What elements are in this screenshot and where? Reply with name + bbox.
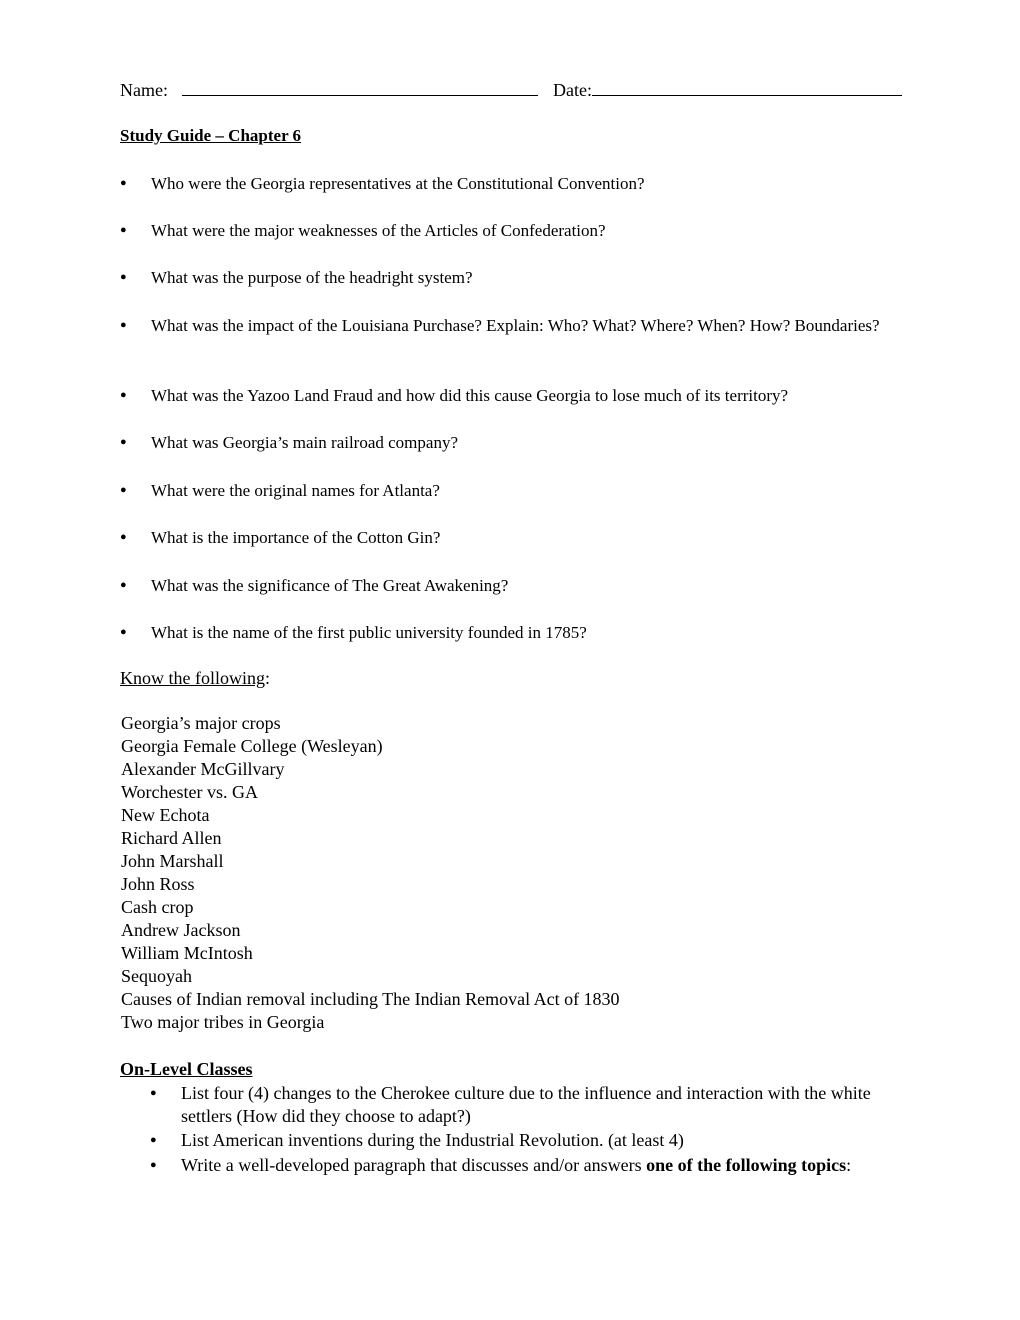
list-item: William McIntosh: [121, 943, 253, 963]
bullet-icon: ●: [120, 436, 127, 448]
question-text: What was the impact of the Louisiana Purchase? Explain: Who? What? Where? When? How? Boundaries?: [151, 316, 880, 335]
bullet-icon: ●: [120, 579, 127, 591]
list-item: [120, 621, 920, 644]
question-text: What was the significance of The Great Awakening?: [151, 576, 509, 595]
bullet-icon: ●: [120, 484, 127, 496]
question-text: What is the importance of the Cotton Gin?: [151, 528, 441, 547]
list-item: Andrew Jackson: [121, 920, 241, 940]
know-list: [121, 712, 620, 1034]
list-item: Georgia’s major crops: [121, 713, 281, 733]
list-item: New Echota: [121, 805, 210, 825]
bullet-icon: ●: [120, 224, 127, 236]
bullet-icon: ●: [120, 177, 127, 189]
list-item: [120, 384, 920, 407]
list-item: John Ross: [121, 874, 195, 894]
list-item: [150, 1082, 920, 1128]
list-item: [120, 526, 920, 549]
on-level-item-text: List American inventions during the Industrial Revolution. (at least 4): [181, 1130, 684, 1150]
question-text: What was Georgia’s main railroad company?: [151, 433, 458, 452]
bullet-icon: ●: [120, 389, 127, 401]
bullet-icon: ●: [150, 1087, 157, 1099]
list-item: Richard Allen: [121, 828, 222, 848]
on-level-item-text: List four (4) changes to the Cherokee culture due to the influence and interaction with the white settlers (How did they choose to adapt?): [181, 1083, 871, 1126]
list-item: [120, 431, 920, 454]
page-title: Study Guide – Chapter 6: [120, 126, 302, 145]
question-text: What were the major weaknesses of the Articles of Confederation?: [151, 221, 606, 240]
question-text: What was the purpose of the headright system?: [151, 268, 473, 287]
list-item: Georgia Female College (Wesleyan): [121, 736, 383, 756]
question-text: What was the Yazoo Land Fraud and how did this cause Georgia to lose much of its territory?: [151, 386, 789, 405]
know-heading-text: Know the following: [120, 668, 265, 688]
question-text: What is the name of the first public university founded in 1785?: [151, 623, 587, 642]
list-item: [120, 219, 920, 242]
question-text: Who were the Georgia representatives at the Constitutional Convention?: [151, 174, 645, 193]
know-heading: [120, 667, 270, 690]
list-item: Causes of Indian removal including The Indian Removal Act of 1830: [121, 989, 620, 1009]
bullet-icon: ●: [150, 1134, 157, 1146]
bullet-icon: ●: [120, 271, 127, 283]
date-label: Date:: [553, 80, 592, 100]
list-item: Worchester vs. GA: [121, 782, 259, 802]
bullet-icon: ●: [120, 531, 127, 543]
item3-prefix: Write a well-developed paragraph that discusses and/or answers: [181, 1155, 647, 1175]
know-heading-colon: :: [264, 668, 270, 688]
list-item: [120, 574, 920, 597]
item3-bold: one of the following topics: [646, 1155, 847, 1175]
bullet-icon: ●: [150, 1159, 157, 1171]
bullet-icon: ●: [120, 626, 127, 638]
list-item: [120, 314, 920, 337]
date-line: [553, 78, 902, 102]
name-label: Name:: [120, 80, 168, 100]
bullet-icon: ●: [120, 319, 127, 331]
list-item: [150, 1154, 920, 1177]
name-line: [120, 78, 538, 102]
list-item: John Marshall: [121, 851, 224, 871]
list-item: Sequoyah: [121, 966, 192, 986]
on-level-item-text: [181, 1154, 920, 1177]
date-blank[interactable]: [592, 78, 902, 96]
item3-suffix: :: [846, 1155, 852, 1175]
name-blank[interactable]: [182, 78, 538, 96]
list-item: [120, 479, 920, 502]
list-item: Cash crop: [121, 897, 194, 917]
list-item: [120, 172, 920, 195]
list-item: [150, 1129, 920, 1152]
list-item: Alexander McGillvary: [121, 759, 285, 779]
on-level-heading: On-Level Classes: [120, 1059, 253, 1079]
list-item: [120, 266, 920, 289]
list-item: Two major tribes in Georgia: [121, 1012, 325, 1032]
question-text: What were the original names for Atlanta?: [151, 481, 440, 500]
